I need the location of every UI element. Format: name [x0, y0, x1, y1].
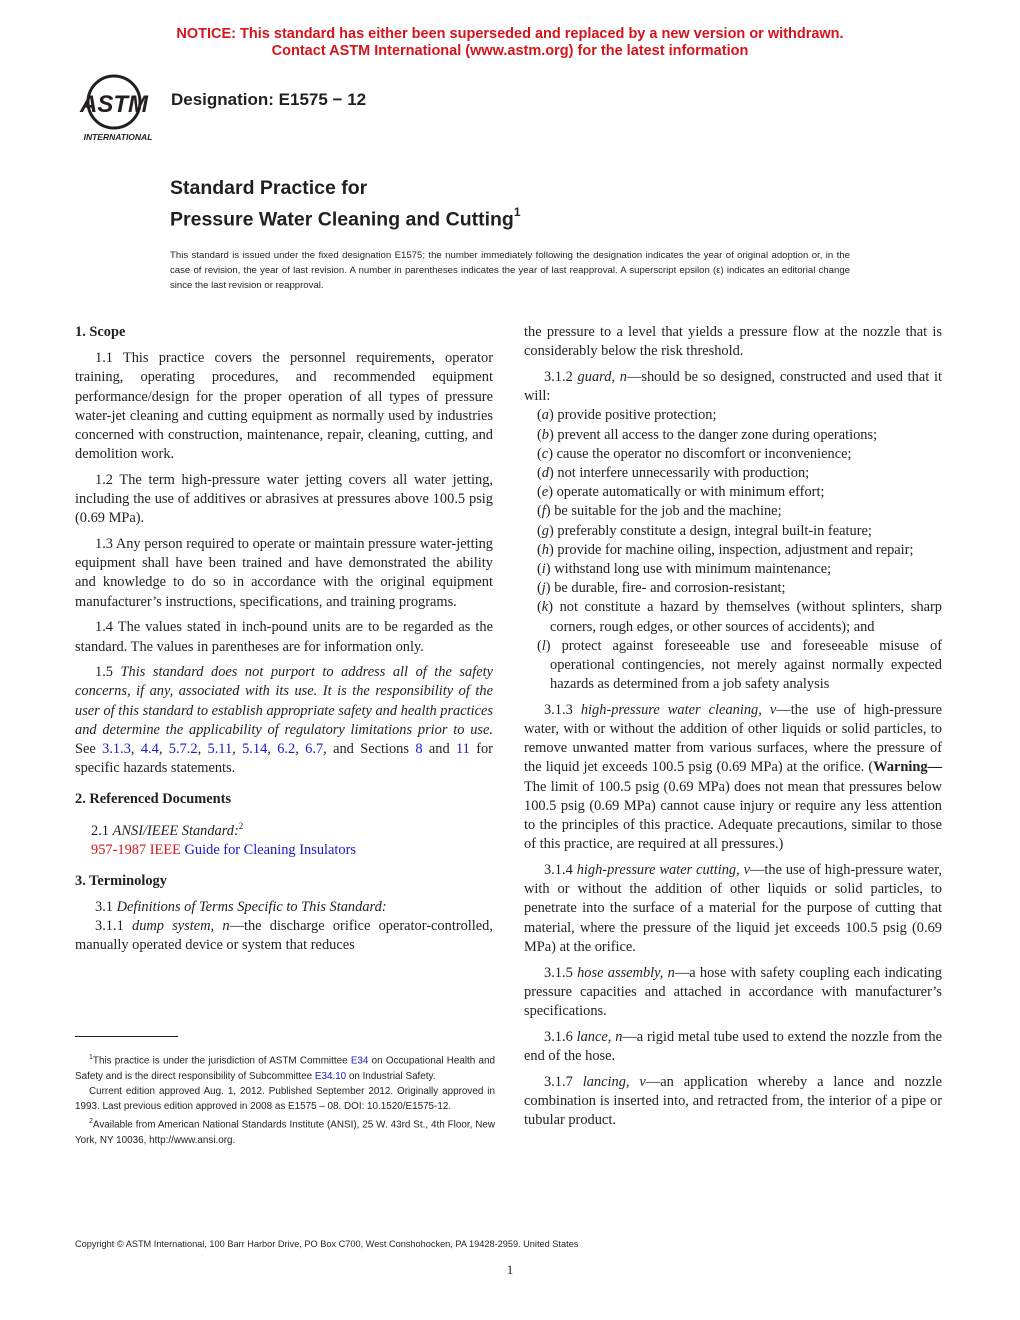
footnotes [75, 1050, 495, 1148]
list-item: (l) protect against foreseeable use and foreseeable misuse of operational contingencies, not merely against normally expected hazards as determined from a job safety analysis [537, 637, 943, 693]
list-item: (h) provide for machine oiling, inspection, adjustment and repair; [537, 541, 914, 558]
link-6-2[interactable]: 6.2 [277, 741, 296, 758]
page-number: 1 [506, 1262, 514, 1277]
paragraph-3-1-7: 3.1.7 lancing, v—an application whereby a lance and nozzle combination is inserted into, and retracted from, the interior of a pipe or tubular product. [524, 1073, 942, 1128]
logo-text: ASTM [80, 91, 148, 118]
withdrawal-notice [0, 26, 1020, 60]
title-line-2: Pressure Water Cleaning and Cutting$^1$ [170, 205, 521, 231]
paragraph-3-1-5: 3.1.5 hose assembly, n—a hose with safety coupling each indicating pressure capacities and attached in accordance with manufacturer’s specifications. [524, 964, 942, 1019]
logo-subtext: INTERNATIONAL [83, 132, 153, 142]
footnote-edition: Current edition approved Aug. 1, 2012. Published September 2012. Originally approved in 1993. Last previous edition approved in 2008 as E1575 – 08. DOI: 10.1520/E1575-12. [75, 1085, 495, 1112]
paragraph-3-1: 3.1 Definitions of Terms Specific to This Standard: [95, 899, 387, 916]
paragraph-3-1-3: 3.1.3 high-pressure water cleaning, v—the use of high-pressure water, with or without the addition of other liquids or solid particles, to remove unwanted matter from various surfaces, where the pressure of the liquid jet exceeds 100.5 psig (0.69 MPa) at the orifice. (Warning—The limit of 100.5 psig (0.69 MPa) does not mean that pressures below 100.5 psig (0.69 MPa) cannot cause injury or require any less attention to the principles of this practice. Adequate precautions, similar to those of this practice, are required at all pressures.) [524, 701, 942, 853]
designation: Designation: E1575 − 12 [171, 90, 367, 109]
link-5-7-2[interactable]: 5.7.2 [168, 741, 198, 758]
paragraph-3-1-4: 3.1.4 high-pressure water cutting, v—the use of high-pressure water, with or without the addition of other liquids or solid particles, to penetrate into the surface of a material for the purpose of cutting that material, where the pressure of the liquid jet exceeds 100.5 psig (0.69 MPa) at the orifice. [524, 861, 943, 955]
ieee-guide-link[interactable]: Guide for Cleaning Insulators [184, 841, 356, 858]
paragraph-1-4: 1.4 The values stated in inch-pound units are to be regarded as the standard. The values in parentheses are for information only. [75, 619, 493, 655]
list-item: (f) be suitable for the job and the machine; [537, 503, 782, 520]
list-item: (e) operate automatically or with minimum effort; [537, 484, 825, 501]
section-heading-scope: 1. Scope [75, 324, 126, 340]
footnote-divider [75, 1036, 178, 1037]
link-5-14[interactable]: 5.14 [242, 741, 268, 758]
paragraph-3-1-2: 3.1.2 guard, n—should be so designed, constructed and used that it will: [524, 368, 942, 405]
title-line-1: Standard Practice for [170, 177, 368, 199]
paragraph-2-1: 2.1 ANSI/IEEE Standard:$^2$ 957-1987 IEEE Guide for Cleaning Insulators [91, 820, 356, 858]
list-item: (c) cause the operator no discomfort or inconvenience; [537, 445, 852, 462]
list-item: (i) withstand long use with minimum maintenance; [537, 560, 832, 577]
footnote-2: $^2$Available from American National Standards Institute (ANSI), 25 W. 43rd St., 4th Floor, New York, NY 10036, http://www.ansi.org. [75, 1118, 495, 1146]
list-item: (d) not interfere unnecessarily with production; [537, 464, 810, 481]
link-subcommittee-e34-10[interactable]: E34.10 [314, 1070, 347, 1082]
left-column [75, 323, 493, 962]
notice-line-1: NOTICE: This standard has either been superseded and replaced by a new version or withdrawn. [176, 26, 844, 42]
link-section-8[interactable]: 8 [415, 741, 423, 758]
paragraph-3-1-1: 3.1.1 dump system, n—the discharge orifice operator-controlled, manually operated device or system that reduces [75, 918, 493, 954]
list-item: (g) preferably constitute a design, integral built-in feature; [537, 522, 872, 539]
link-3-1-3[interactable]: 3.1.3 [102, 741, 131, 758]
paragraph-3-1-6: 3.1.6 lance, n—a rigid metal tube used to extend the nozzle from the end of the hose. [524, 1028, 942, 1064]
list-item: (b) prevent all access to the danger zone during operations; [537, 426, 878, 443]
paragraph-1-3: 1.3 Any person required to operate or maintain pressure water-jetting equipment shall have been trained and have demonstrated the ability and knowledge to do so in accordance with the original equipment manufacturer’s instructions, specifications, and training programs. [75, 536, 493, 610]
paragraph-3-1-1-continued: the pressure to a level that yields a pressure flow at the nozzle that is considerably below the risk threshold. [524, 324, 942, 360]
document-title [170, 175, 521, 233]
section-heading-terminology: 3. Terminology [75, 872, 167, 889]
link-section-11[interactable]: 11 [455, 741, 470, 758]
astm-logo [74, 72, 162, 144]
copyright-line: Copyright © ASTM International, 100 Barr Harbor Drive, PO Box C700, West Conshohocken, PA 19428-2959. United States [75, 1239, 579, 1249]
footnote-1: $^1$This practice is under the jurisdiction of ASTM Committee E34 on Occupational Health and Safety and is the direct responsibility of Subcommittee E34.10 on Industrial Safety. [75, 1054, 495, 1082]
ieee-standard-link[interactable]: 957-1987 IEEE [91, 841, 181, 858]
link-committee-e34[interactable]: E34 [350, 1055, 369, 1067]
issue-note: This standard is issued under the fixed designation E1575; the number immediately following the designation indicates the year of original adoption or, in the case of revision, the year of last revision. A number in parentheses indicates the year of last reapproval. A superscript epsilon (ε) indicates an editorial change since the last revision or reapproval. [170, 250, 850, 291]
paragraph-1-5: 1.5 This standard does not purport to address all of the safety concerns, if any, associated with its use. It is the responsibility of the user of this standard to establish appropriate safety and health practices and determine the applicability of regulatory limitations prior to use. See 3.1.3, 4.4, 5.7.2, 5.11, 5.14, 6.2, 6.7, and Sections 8 and 11 for specific hazards statements. [75, 664, 493, 777]
paragraph-1-1: 1.1 This practice covers the personnel requirements, operator training, operating procedures, and recommended equipment performance/design for the proper operation of all types of pressure water-jet cleaning and cutting equipment as normally used by industries concerned with construction, maintenance, repair, cleaning, cutting, and demolition work. [75, 350, 493, 463]
paragraph-1-2: 1.2 The term high-pressure water jetting covers all water jetting, including the use of additives or abrasives at pressures above 100.5 psig (0.69 MPa). [75, 471, 493, 527]
section-heading-referenced-documents: 2. Referenced Documents [75, 791, 231, 808]
link-6-7[interactable]: 6.7 [305, 741, 324, 758]
link-5-11[interactable]: 5.11 [207, 741, 233, 758]
link-4-4[interactable]: 4.4 [140, 741, 159, 758]
list-item: (a) provide positive protection; [537, 407, 717, 424]
notice-line-2: Contact ASTM International (www.astm.org) for the latest information [271, 43, 749, 59]
list-item: (j) be durable, fire- and corrosion-resistant; [537, 580, 786, 597]
title-footnote-mark: 1 [513, 205, 521, 219]
guard-requirements-list [524, 406, 942, 694]
right-column [524, 323, 942, 1137]
list-item: (k) not constitute a hazard by themselves (without splinters, sharp corners, rough edges, or other sources of accidents); and [537, 599, 942, 635]
